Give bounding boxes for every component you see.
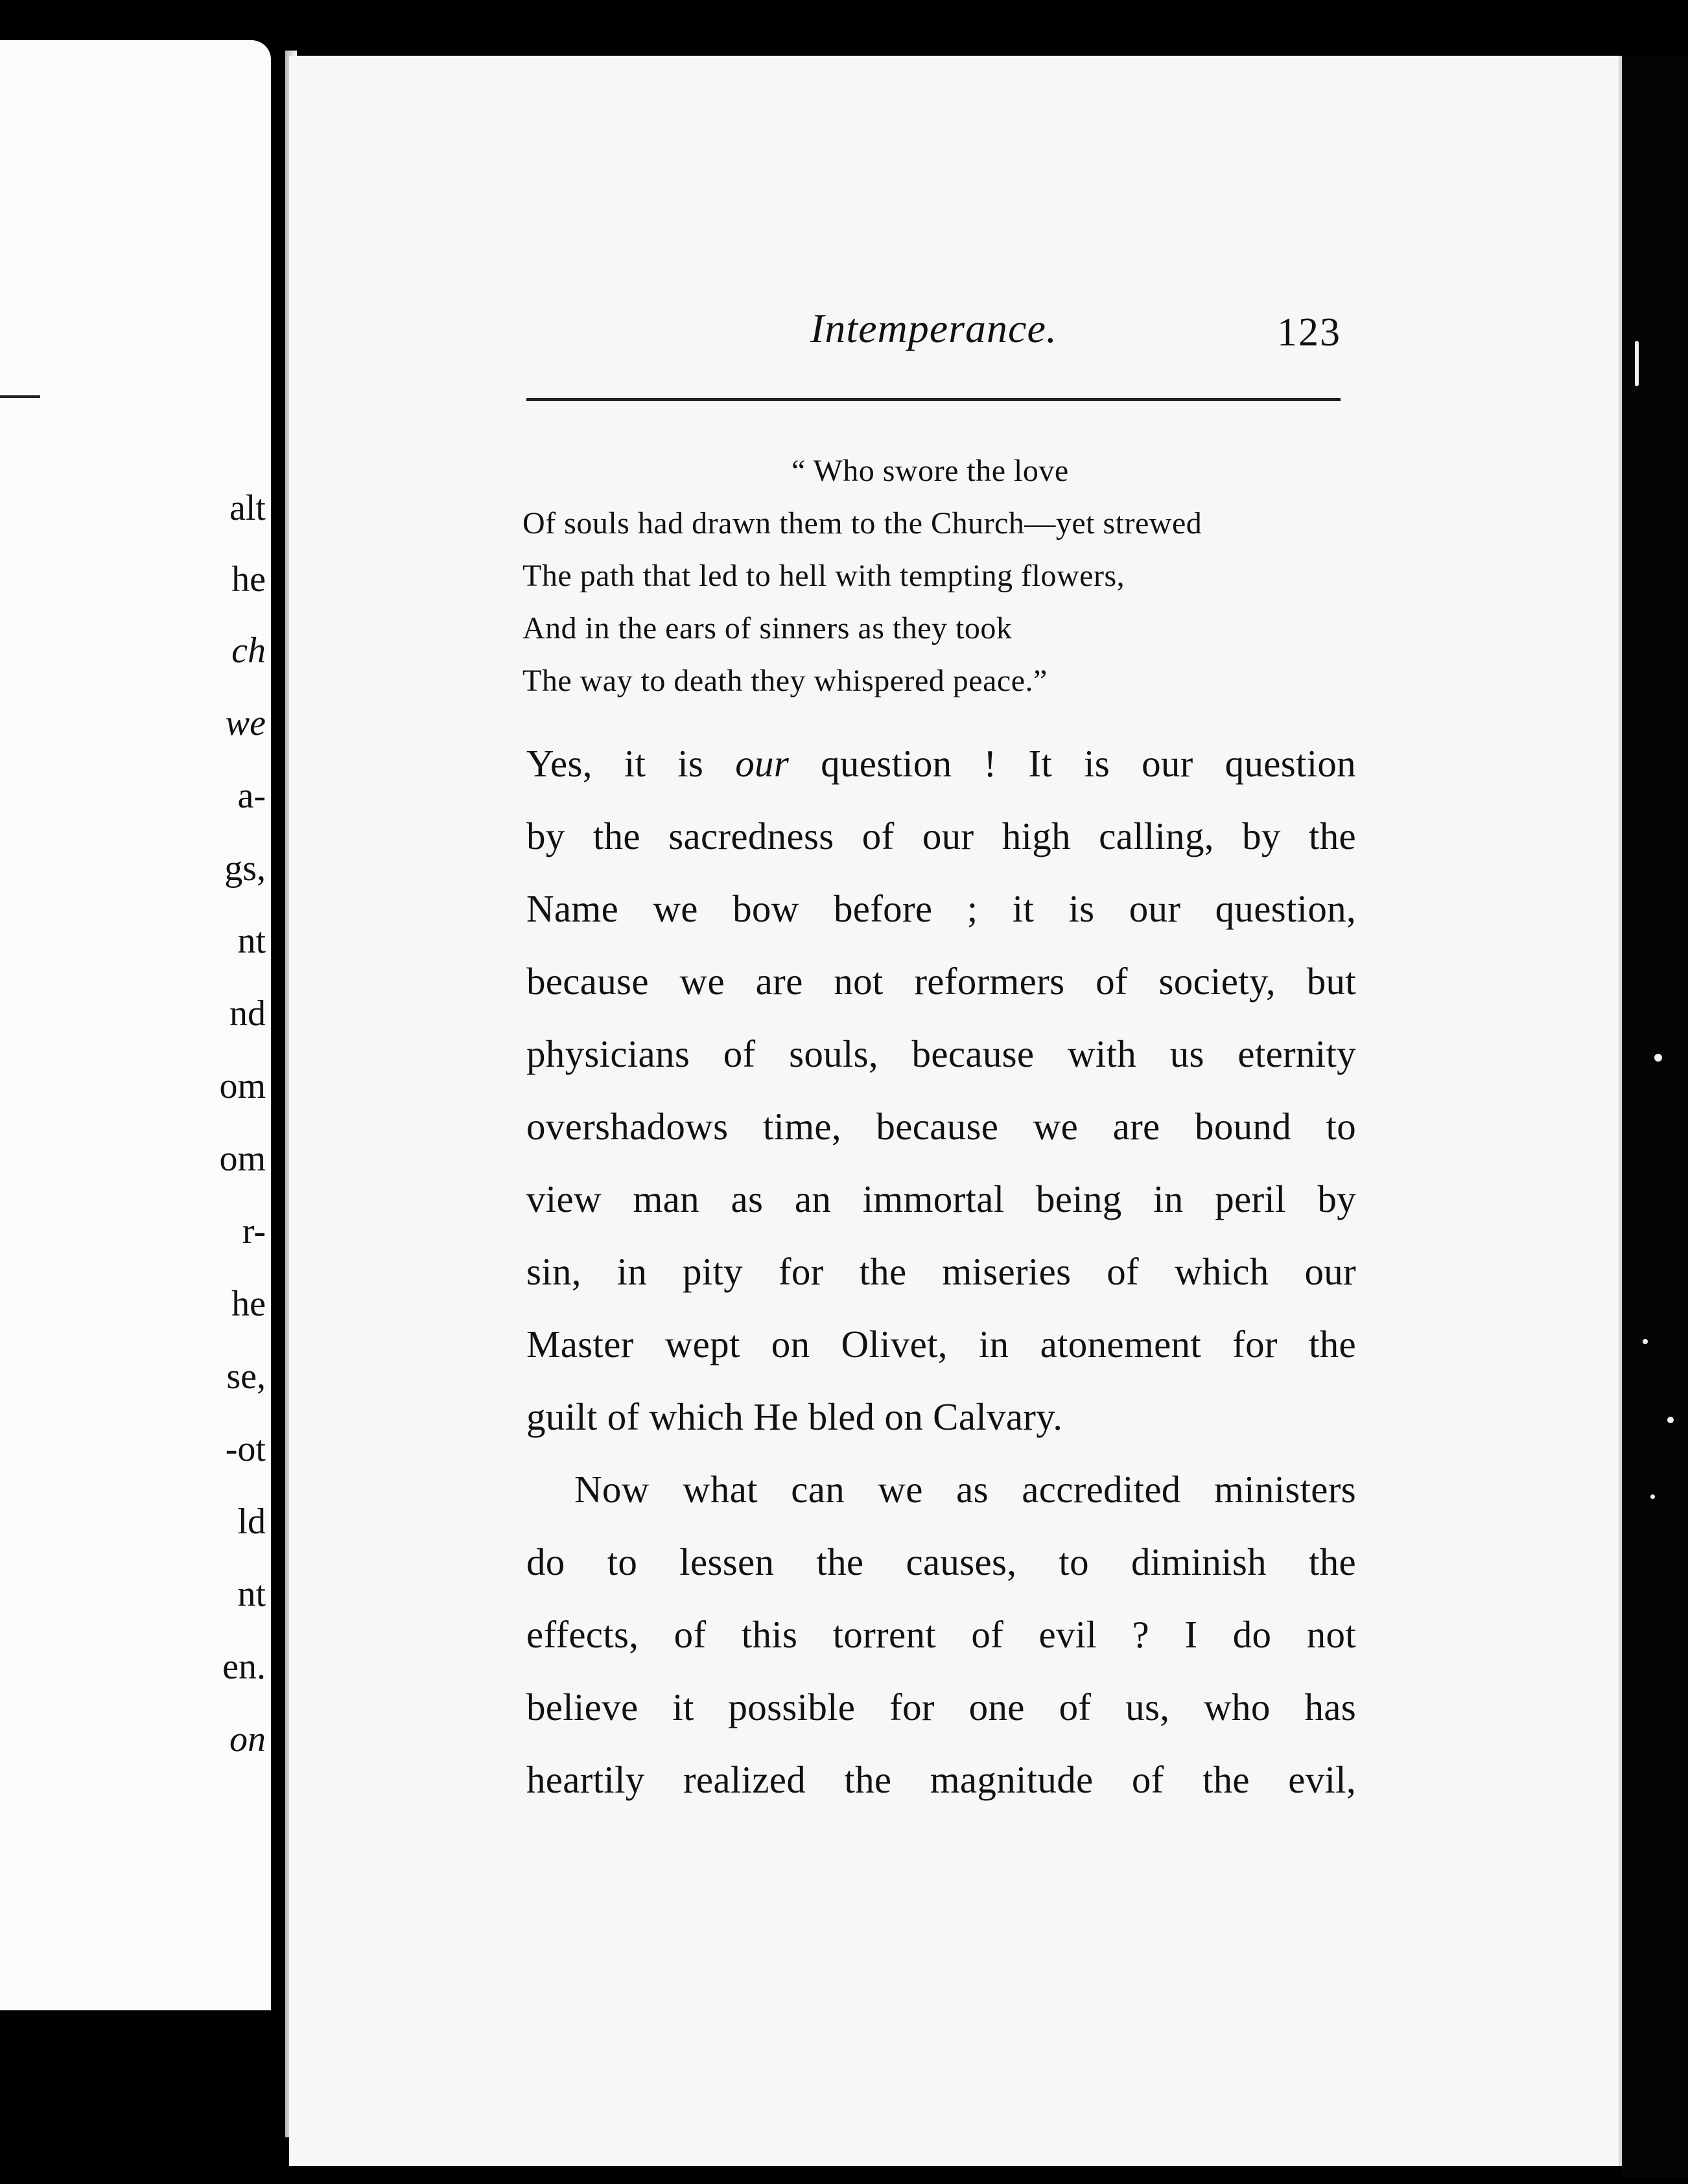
body-text [526,727,1356,1816]
left-page-fragment: a- [237,776,266,816]
paragraph-1-line: by the sacredness of our high calling, by the [526,815,1356,857]
left-page-fragment: ch [231,631,266,671]
header-rule [526,398,1341,401]
paragraph-2-line: Now what can we as accredited ministers [574,1468,1356,1511]
scan-speck [1650,1494,1655,1499]
poem-line: The way to death they whispered peace.” [522,664,1048,698]
left-page-fragment: he [231,559,266,599]
left-page-fragment: alt [229,488,266,528]
paragraph-1-line: physicians of souls, because with us eternity [526,1032,1356,1075]
poem-quotation [522,445,1352,707]
scan-speck [1643,1339,1648,1344]
text-run: question ! It is our question [789,742,1356,785]
scan-speck [1635,341,1639,386]
left-page-fragment: r- [242,1211,266,1251]
left-page-fragment: en. [222,1647,266,1687]
left-page-fragment: gs, [224,848,266,889]
left-page-fragment: om [219,1066,266,1106]
paragraph-1-line: overshadows time, because we are bound to [526,1105,1356,1148]
paragraph-2-line: heartily realized the magnitude of the evil, [526,1758,1356,1801]
scan-border [1622,56,1688,2178]
left-page-fragment: we [225,703,266,743]
paragraph-2-line: believe it possible for one of us, who has [526,1686,1356,1728]
left-page-fragment: nd [229,993,266,1034]
left-page-fragment: ld [237,1502,266,1542]
paragraph-2-line: do to lessen the causes, to diminish the [526,1540,1356,1583]
paragraph-1-line: guilt of which He bled on Calvary. [526,1395,1063,1438]
text-run: Yes, it is [526,742,736,785]
paragraph-1-line: Name we bow before ; it is our question, [526,887,1356,930]
page-number: 123 [1277,310,1341,354]
poem-line: Of souls had drawn them to the Church—yet strewed [522,506,1202,540]
poem-line: The path that led to hell with tempting flowers, [522,559,1125,593]
paragraph-1-line: because we are not reformers of society, but [526,960,1356,1003]
left-page-fragment: se, [226,1356,266,1397]
paragraph-1-line [526,727,1356,800]
left-page-fragment: nt [237,1574,266,1614]
paragraph-1-line: Master wept on Olivet, in atonement for the [526,1323,1356,1365]
scan-speck [1667,1417,1674,1423]
left-page-fragment: nt [237,921,266,961]
paragraph-1-line: sin, in pity for the miseries of which our [526,1250,1356,1293]
left-page-fragment: -ot [225,1429,266,1469]
poem-line: And in the ears of sinners as they took [522,611,1013,645]
left-page-header-rule [0,395,40,398]
left-facing-page [0,40,271,2010]
running-head-title: Intemperance. [810,305,1057,351]
scan-speck [1654,1054,1662,1062]
poem-line: “ Who swore the love [791,454,1069,488]
paragraph-1-line: view man as an immortal being in peril by [526,1178,1356,1220]
left-page-fragment: he [231,1284,266,1324]
emphasis-text: our [735,742,790,785]
paragraph-2-line: effects, of this torrent of evil ? I do not [526,1613,1356,1656]
left-page-fragment: om [219,1139,266,1179]
left-page-fragment: on [229,1719,266,1760]
